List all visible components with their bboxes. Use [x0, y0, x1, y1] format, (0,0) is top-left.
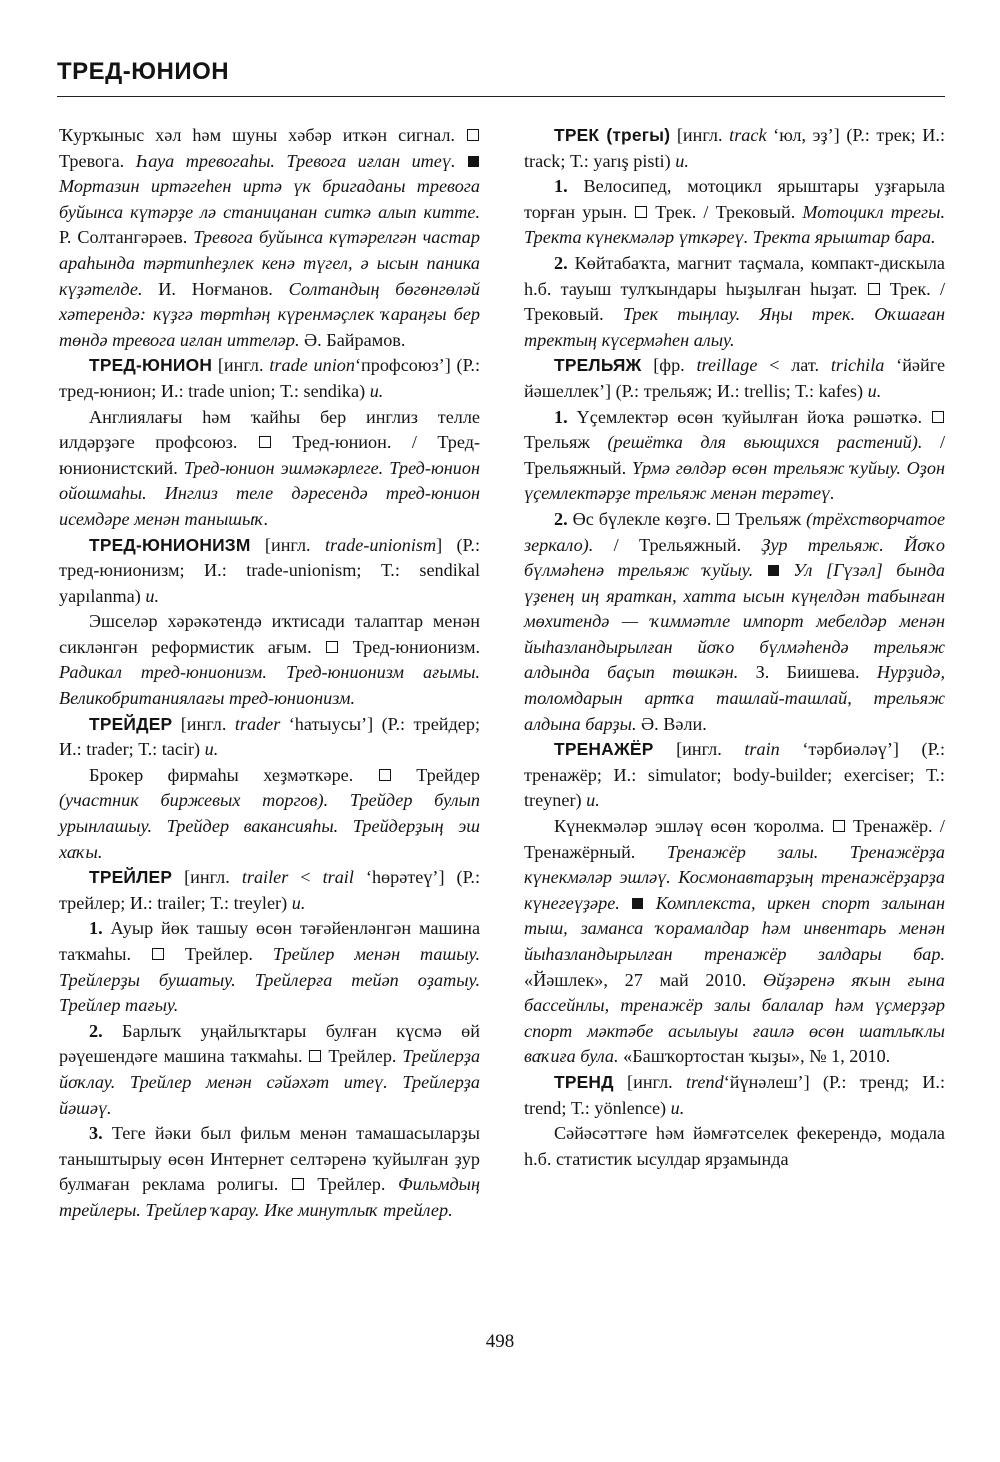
citation-text: Өйҙәренә яҡын ғына бассейнлы, тренажёр залы балалар һәм үҫмерҙәр спорт мәктәбе асылыуы ғаилә өсөн шатлыҡлы ваҡиға була. — [524, 969, 945, 1067]
headword: ТРЕЙДЕР — [89, 713, 173, 734]
russian-equivalent-marker — [833, 820, 845, 832]
definition — [59, 916, 480, 1018]
russian-equivalent-marker — [868, 283, 880, 295]
definition — [524, 174, 945, 251]
part-of-speech: и. — [204, 739, 219, 760]
russian-equivalent-marker — [326, 641, 338, 653]
equivalents: ‘профсоюз’] (Р.: тред-юнион; И.: trade union; Т.: sendika) — [59, 355, 481, 401]
part-of-speech: и. — [291, 892, 306, 913]
russian-equivalent: Трек. / Трековый. — [524, 278, 945, 325]
definition-text: Барлыҡ уңайлыҡтары булған күсмә өй рәүешендәге машина таҡмаһы. — [59, 1020, 481, 1067]
definition — [524, 507, 945, 737]
equivalents: ‘һөрәтеү’] (Р.: трейлер; И.: trailer; Т.: treyler) — [59, 867, 481, 913]
definition — [524, 405, 945, 507]
citation-marker — [768, 565, 779, 576]
source-word: treillage — [696, 355, 758, 376]
citation-text: Ул [Гүзәл] бында үҙенең иң яраткан, хатта ысын күңелдән табынған мөхитендә — ҡиммәтле импорт мебелдәр менән йыһазландырылған йоҡо бүлмәһендә трельяж алдында баҫып төшкән. — [524, 560, 945, 683]
definition — [59, 763, 480, 865]
part-of-speech: и. — [145, 585, 159, 606]
entry-continuation — [59, 123, 480, 353]
russian-equivalent: Трейлер. — [328, 1046, 397, 1067]
russian-gloss: (решётка для вьющихся растений). — [607, 432, 923, 453]
source-word: track — [729, 125, 767, 145]
source-word: trichila — [830, 355, 885, 376]
entry-header — [524, 353, 945, 404]
etymology: < лат. — [769, 355, 820, 376]
sense-number: 2. — [554, 508, 568, 529]
usage-example: (участник биржевых торгов). Трейдер булып урынлашыу. Трейдер вакансияһы. Трейдерҙың эш хаҡы. — [59, 790, 480, 862]
russian-equivalent: Трельяж — [524, 432, 590, 453]
russian-equivalent-marker — [379, 769, 391, 781]
entry-header — [59, 712, 480, 763]
usage-example: Трейлерҙа йоҡлау. Трейлер менән сәйәхәт итеү. Трейлерҙа йәшәү. — [59, 1046, 481, 1118]
russian-equivalent-marker — [292, 1178, 304, 1190]
left-column — [59, 123, 480, 1224]
definition-text: Брокер фирмаһы хеҙмәткәре. — [89, 764, 354, 785]
equivalents: ‘тәрбиәләү’] (Р.: тренажёр; И.: simulator; body-builder; exerciser; Т.: treyner) — [524, 739, 946, 811]
russian-adjective: / Трельяжный. — [613, 534, 742, 555]
equivalents: ‘юл, эҙ’] (Р.: трек; И.: track; Т.: yarış pisti) — [524, 125, 946, 171]
russian-equivalent: Трейлер. — [317, 1174, 386, 1195]
definition-text: Ауыр йөк ташыу өсөн тәғәйенләнгән машина таҡмаһы. — [59, 918, 481, 964]
right-column — [524, 123, 945, 1172]
definition-text: Көйтабаҡта, магнит таҫмала, компакт-дискыла һ.б. тауыш тулҡындары һыҙылған һыҙат. — [524, 252, 945, 299]
usage-example: Трек тыңлау. Яңы трек. Оҡшаған тректың күсермәһен алыу. — [524, 304, 945, 350]
entry-header — [524, 1070, 945, 1121]
definition-text: Ҡурҡыныс хәл һәм шуны хәбәр иткән сигнал. — [59, 125, 455, 145]
sense-number: 3. — [89, 1123, 103, 1144]
part-of-speech: и. — [670, 1097, 685, 1118]
source-word: trend — [685, 1071, 724, 1092]
russian-equivalent: Тренажёр. / Тренажёрный. — [524, 816, 945, 862]
definition-text: Теге йәки был фильм менән тамашасыларҙы таныштырыу өсөн Интернет селтәренә ҡуйылған ҙур булмаған реклама ролигы. — [59, 1123, 480, 1195]
definition-text: Велосипед, мотоцикл ярыштары уҙғарыла торған урын. — [524, 176, 945, 222]
sense-number: 2. — [554, 252, 568, 273]
definition-text: Англиялағы һәм ҡайһы бер инглиз телле илдәрҙәге профсоюз. — [59, 406, 480, 453]
entry-header — [524, 737, 945, 814]
russian-equivalent: Трейдер — [416, 764, 481, 785]
russian-equivalent: Тред-юнионизм. — [352, 636, 481, 657]
entry-header — [59, 353, 480, 404]
russian-equivalent: Трейлер. — [184, 944, 253, 964]
etymology: [ингл. — [217, 355, 264, 376]
running-head: ТРЕД-ЮНИОН — [57, 58, 230, 85]
source-word: trade-unionism — [324, 534, 437, 555]
etymology: [ингл. — [627, 1071, 673, 1092]
sense-number: 1. — [554, 406, 568, 427]
usage-example: Фильмдың трейлеры. Трейлер ҡарау. Ике минутлыҡ трейлер. — [59, 1174, 481, 1220]
citation-source: «Йәшлек», 27 май 2010. — [524, 969, 747, 990]
citation-author: Ә. Байрамов. — [304, 329, 406, 350]
definition — [524, 1121, 945, 1172]
headword: ТРЕД-ЮНИОН — [89, 355, 213, 376]
definition-text: Эшселәр хәрәкәтендә иҡтисади талаптар менән сикләнгән реформистик ағым. — [59, 611, 480, 657]
part-of-speech: и. — [369, 380, 384, 401]
citation-text: Тревога буйынса күтәрелгән частар араһында тәртипһеҙлек кенә түгел, ә ысын паника күҙәтелде. — [59, 227, 480, 299]
etymology: [ингл. — [676, 739, 722, 760]
definition — [59, 405, 480, 533]
entry-header — [59, 533, 480, 610]
usage-example: Һауа тревогаһы. Тревога иғлан итеү. — [135, 150, 456, 171]
source-word: train — [744, 739, 780, 760]
usage-example: Үрмә гөлдәр өсөн трельяж ҡуйыу. Оҙон үҫемлектәрҙе трельяж менән терәтеү. — [524, 457, 946, 504]
citation-author: Ә. Вәли. — [641, 713, 707, 734]
usage-example: Тред-юнион эшмәкәрлеге. Тред-юнион ойошмаһы. Инглиз теле дәресендә тред-юнион исемдәре менән танышыҡ. — [59, 457, 480, 529]
equivalents: ‘һатыусы’] (Р.: трейдер; И.: trader; Т.: tacir) — [59, 713, 481, 760]
citation-text: Солтандың бөгөнгөләй хәтерендә: күҙгә төртһәң күренмәҫлек ҡараңғы бер төндә тревога иғлан иттеләр. — [59, 278, 480, 350]
citation-text: Нурҙидә, толомдарын артҡа ташлай-ташлай, трельяж алдына барҙы. — [524, 662, 945, 734]
usage-example: Тренажёр залы. Тренажёрҙа күнекмәләр эшләү. Космонавтарҙың тренажёрҙарҙа күнегеүҙәре. — [524, 841, 945, 913]
definition — [524, 251, 945, 353]
part-of-speech: и. — [867, 380, 882, 401]
definition-text: Сәйәсәттәге һәм йәмғәтселек фекерендә, модала һ.б. статистик ысулдар ярҙамында — [524, 1123, 945, 1169]
headword: ТРЕД-ЮНИОНИЗМ — [89, 534, 251, 555]
headword: ТРЕЛЬЯЖ — [554, 355, 642, 376]
source-word: trade union — [269, 355, 355, 376]
citation-marker — [632, 898, 643, 909]
russian-equivalent: Тред-юнион. / Тред-юнионистский. — [59, 432, 481, 478]
russian-equivalent: Трек. / Трековый. — [655, 201, 796, 222]
headword: ТРЕЙЛЕР — [89, 867, 173, 888]
russian-equivalent-marker — [717, 513, 729, 525]
usage-example: Трейлер менән ташыу. Трейлерҙы бушатыу. Трейлерға тейәп оҙатыу. Трейлер тағыу. — [59, 944, 481, 1016]
source-word: trail — [322, 867, 354, 888]
russian-equivalent-marker — [635, 206, 647, 218]
citation-marker — [468, 156, 479, 167]
russian-adjective: / Трельяжный. — [524, 432, 946, 478]
part-of-speech: и. — [675, 150, 689, 171]
entry-header — [59, 865, 480, 916]
headword: ТРЕК (трегы) — [554, 125, 671, 145]
etymology: [фр. — [653, 355, 685, 376]
citation-author: И. Ноғманов. — [158, 278, 273, 299]
usage-example: Радикал тред-юнионизм. Тред-юнионизм ағымы. Великобританиялағы тред-юнионизм. — [59, 662, 480, 709]
definition — [59, 1121, 480, 1223]
definition-text: Өс бүлекле көҙгө. — [572, 508, 712, 529]
definition — [59, 609, 480, 711]
citation-author: З. Биишева. — [755, 662, 860, 683]
sense-number: 2. — [89, 1020, 103, 1041]
russian-equivalent: Тревога. — [59, 150, 125, 171]
definition-text: Күнекмәләр эшләү өсөн ҡоролма. — [554, 816, 825, 837]
sense-number: 1. — [554, 176, 568, 197]
equivalents: ‘йүнәлеш’] (Р.: тренд; И.: trend; Т.: yönlence) — [524, 1071, 945, 1118]
header-rule — [57, 96, 945, 97]
page-number: 498 — [485, 1331, 515, 1352]
etymology: < — [300, 867, 311, 888]
etymology: [ингл. — [180, 713, 227, 734]
russian-equivalent-marker — [309, 1050, 321, 1062]
sense-number: 1. — [89, 918, 103, 939]
usage-example: Ҙур трельяж. Йоҡо бүлмәһенә трельяж ҡуйыу. — [524, 534, 946, 581]
citation-text: Комплекста, иркен спорт залынан тыш, заманса ҡорамалдар һәм инвентарь менән йыһазландырылған тренажёр залдары бар. — [524, 892, 946, 964]
citation-author: Р. Солтангәрәев. — [59, 227, 188, 248]
equivalents: ‘йәйге йәшеллек’] (Р.: трельяж; И.: trellis; Т.: kafes) — [524, 355, 946, 401]
usage-example: Мотоцикл трегы. Тректа күнекмәләр үткәреү. Тректа ярыштар бара. — [524, 201, 946, 248]
citation-source: «Башҡортостан ҡыҙы», № 1, 2010. — [623, 1046, 891, 1067]
etymology: [ингл. — [184, 867, 230, 888]
citation-text: Мортазин иртәгеһен иртә үк бригаданы тревога буйынса күтәрҙе лә станицанан ситкә алып китте. — [59, 176, 480, 222]
definition — [524, 814, 945, 1070]
headword: ТРЕНАЖЁР — [554, 739, 654, 760]
definition — [59, 1019, 480, 1121]
russian-equivalent-marker — [467, 129, 479, 141]
russian-equivalent-marker — [259, 436, 271, 448]
etymology: [ингл. — [264, 534, 311, 555]
russian-equivalent-marker — [932, 411, 944, 423]
equivalents: ] (Р.: тред-юнионизм; И.: trade-unionism; Т.: sendikal yapılanma) — [59, 534, 480, 606]
source-word: trader — [234, 713, 281, 734]
russian-equivalent: Трельяж — [735, 508, 802, 529]
source-word: trailer — [241, 867, 289, 888]
etymology: [ингл. — [676, 125, 723, 145]
definition-text: Үҫемлектәр өсөн ҡуйылған йоҡа рәшәткә. — [576, 406, 923, 427]
entry-header — [524, 123, 945, 174]
russian-equivalent-marker — [152, 948, 164, 960]
russian-gloss: (трёхстворчатое зеркало). — [524, 508, 946, 555]
part-of-speech: и. — [586, 790, 600, 811]
headword: ТРЕНД — [554, 1071, 614, 1092]
